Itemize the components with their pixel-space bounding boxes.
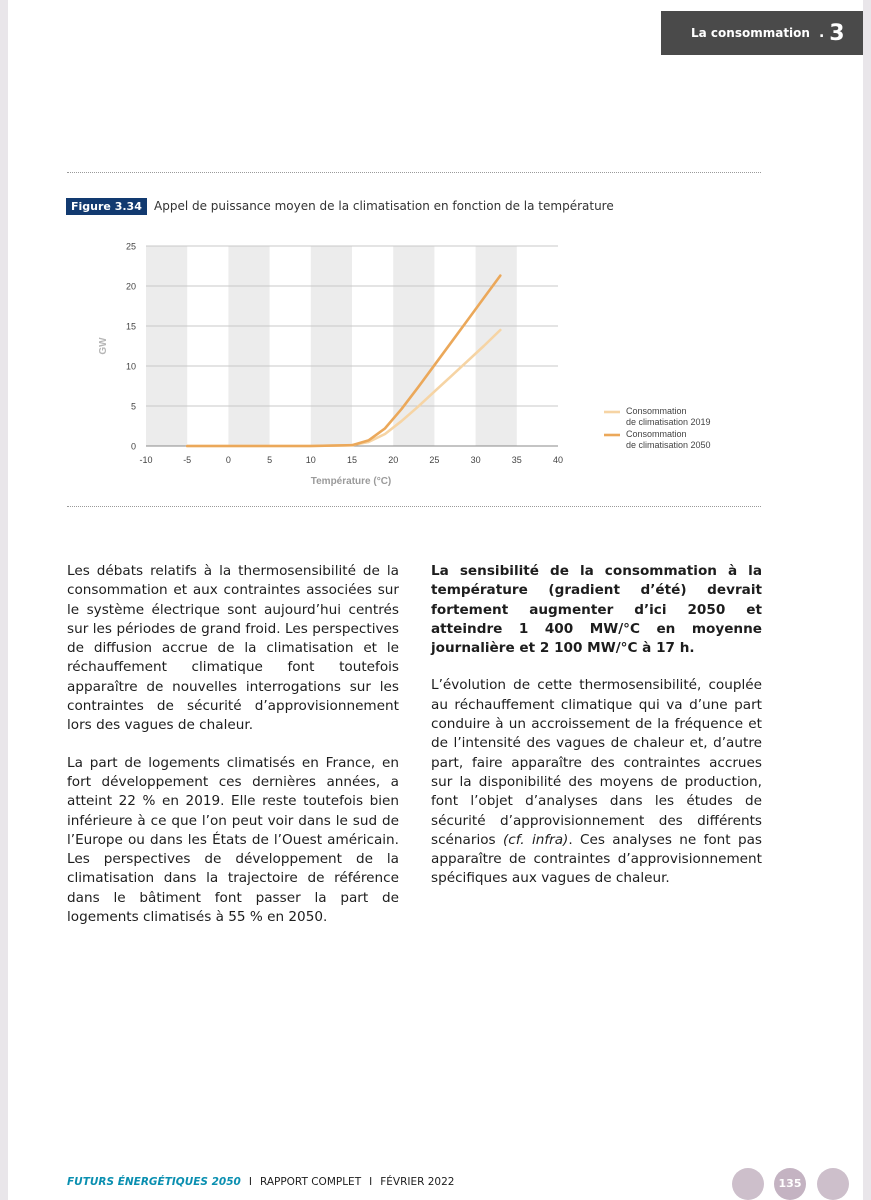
chapter-dot: . (818, 25, 825, 41)
y-tick-label: 15 (125, 321, 136, 332)
x-tick-label: 10 (305, 455, 316, 465)
y-axis-label: GW (98, 337, 109, 355)
right-column (431, 562, 762, 907)
chapter-number: 3 (829, 20, 845, 46)
y-tick-label: 20 (125, 281, 136, 292)
y-tick-label: 25 (125, 241, 136, 252)
legend-label: Consommation (626, 406, 687, 416)
left-column (67, 562, 399, 945)
previous-page-button[interactable] (732, 1168, 764, 1200)
x-tick-label: 20 (388, 455, 399, 465)
figure-title: Appel de puissance moyen de la climatisation en fonction de la température (154, 199, 614, 213)
legend-label: de climatisation 2019 (626, 417, 711, 427)
paragraph (431, 676, 762, 888)
legend-label: Consommation (626, 429, 687, 439)
chart-band (476, 246, 517, 446)
x-tick-label: 30 (470, 455, 481, 465)
paragraph-text: . Ces analyses ne font pas apparaître de contraintes d’approvisionnement spécifiques aux vagues de chaleur. (431, 831, 762, 887)
figure-bottom-divider (67, 506, 761, 507)
page-number: 135 (774, 1168, 806, 1200)
footer-brand: FUTURS ÉNERGÉTIQUES 2050 (67, 1176, 241, 1188)
footer-date: FÉVRIER 2022 (380, 1176, 455, 1188)
y-tick-label: 0 (130, 441, 136, 452)
footer-separator: I (248, 1176, 252, 1188)
key-message: La sensibilité de la consommation à la température (gradient d’été) devrait fortement augmenter d’ici 2050 et atteindre 1 400 MW/°C en moyenne journalière et 2 100 MW/°C à 17 h. (431, 563, 762, 657)
x-tick-label: -5 (183, 455, 192, 465)
x-tick-label: 40 (552, 455, 564, 465)
chart-band (311, 246, 352, 446)
y-tick-label: 10 (125, 361, 136, 372)
next-page-button[interactable] (817, 1168, 849, 1200)
chart-band (228, 246, 269, 446)
figure-badge: Figure 3.34 (66, 198, 147, 215)
paragraph-text: L’évolution de cette thermosensibilité, couplée au réchauffement climatique qui va d’une part conduire à un accroissement de la fréquence et de l’intensité des vagues de chaleur et, d’autre part, faire apparaître des contraintes accrues sur la disponibilité des moyens de production, font l’objet d’analyses dans les études de sécurité d’approvisionnement des différents scénarios (431, 677, 762, 848)
paragraph: La part de logements climatisés en France, en fort développement ces dernières années, a atteint 22 % en 2019. Elle reste toutefois bien inférieure à ce que l’on peut voir dans le sud de l’Europe ou dans les États de l’Ouest américain. Les perspectives de développement de la climatisation dans la trajectoire de référence dans le bâtiment font passer la part de logements climatisés à 55 % en 2050. (67, 754, 399, 926)
y-tick-label: 5 (130, 401, 136, 412)
paragraph-italic: (cf. infra) (502, 831, 569, 848)
footer-report: RAPPORT COMPLET (259, 1176, 362, 1188)
x-tick-label: 0 (225, 455, 231, 465)
footer (67, 1176, 454, 1188)
chart (0, 0, 871, 520)
x-tick-label: 5 (267, 455, 273, 465)
chapter-title: La consommation (691, 26, 810, 40)
chart-band (393, 246, 434, 446)
legend-label: de climatisation 2050 (626, 440, 711, 450)
x-axis-label: Température (°C) (310, 476, 392, 487)
paragraph: Les débats relatifs à la thermosensibilité de la consommation et aux contraintes associées sur le système électrique sont aujourd’hui centrés sur les périodes de grand froid. Les perspectives de diffusion accrue de la climatisation et le réchauffement climatique font toutefois apparaître de nouvelles interrogations sur les contraintes de sécurité d’approvisionnement lors des vagues de chaleur. (67, 563, 399, 734)
x-tick-label: -10 (139, 455, 153, 465)
x-tick-label: 35 (511, 455, 522, 465)
x-tick-label: 15 (346, 455, 358, 465)
chart-band (146, 246, 187, 446)
x-tick-label: 25 (429, 455, 440, 465)
footer-separator: I (369, 1176, 373, 1188)
